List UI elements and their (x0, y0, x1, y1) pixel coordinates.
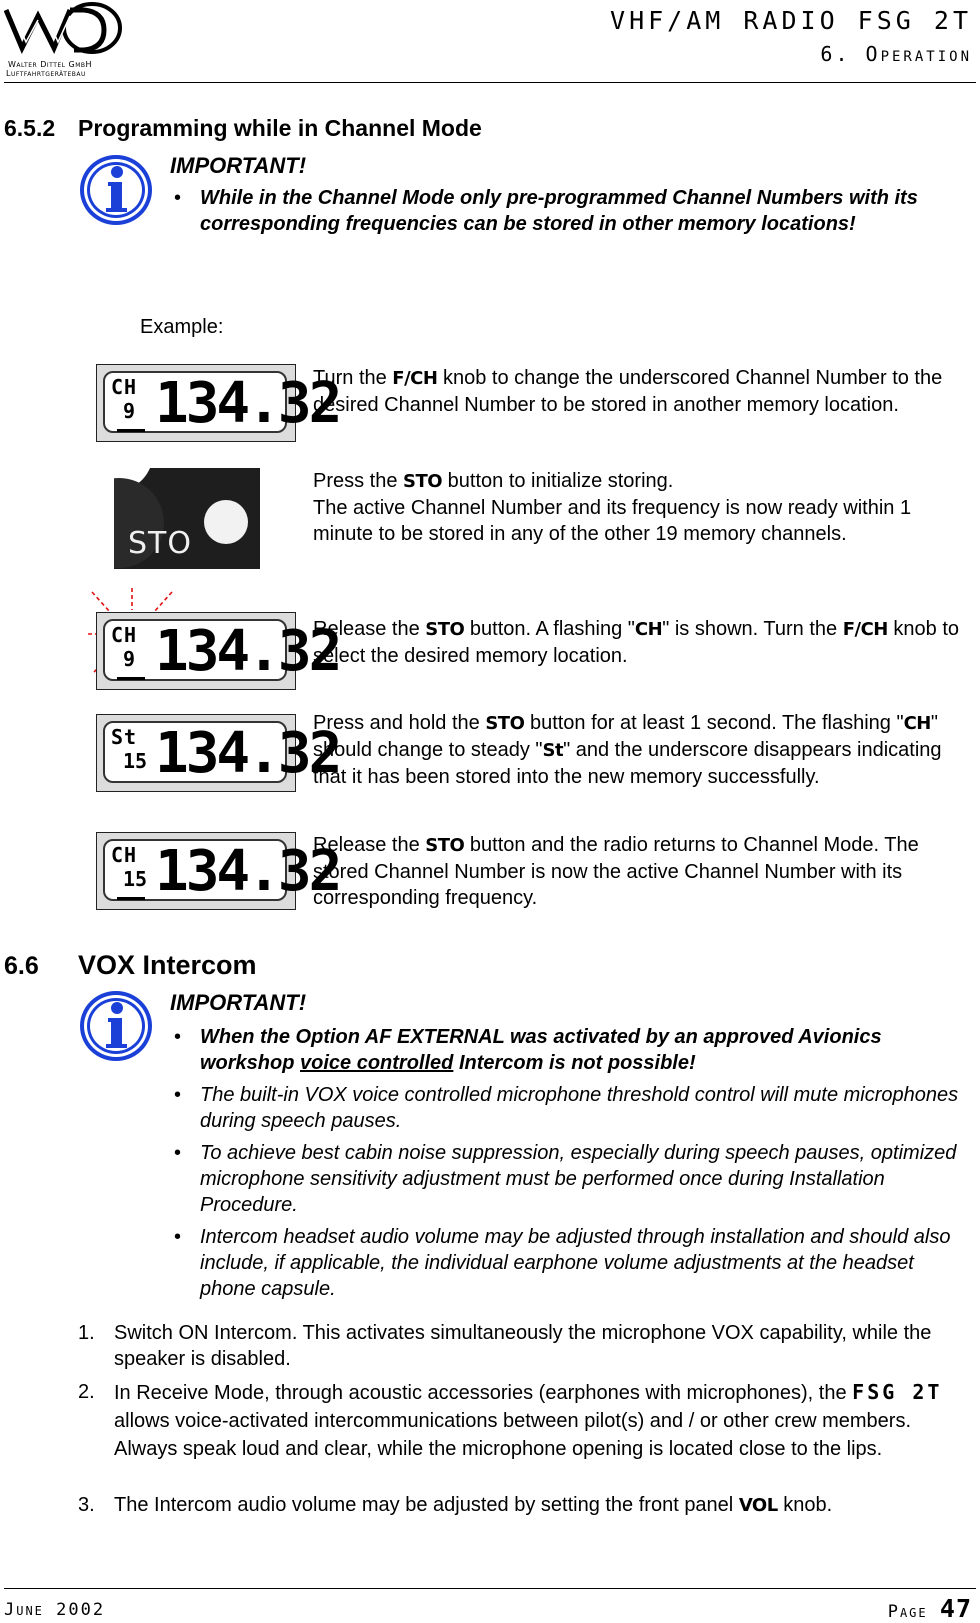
example-label: Example: (140, 316, 224, 338)
sto-button-photo (114, 468, 260, 569)
lcd-channel: 15 (123, 867, 148, 891)
important-bullet: • While in the Channel Mode only pre-programmed Channel Numbers with its corresponding frequencies can be stored in other memory locations! (174, 187, 918, 235)
step-text: Turn the F/CH knob to change the underscored Channel Number to the desired Channel Number to be stored in another memory location. (313, 367, 943, 416)
list-item: 3. The Intercom audio volume may be adjusted by setting the front panel VOL knob. (78, 1494, 833, 1516)
important-bullet: • When the Option AF EXTERNAL was activated by an approved Avionics workshop voice controlled Intercom is not possible! (174, 1026, 882, 1074)
list-item: 1. Switch ON Intercom. This activates simultaneously the microphone VOX capability, while the speaker is disabled. (78, 1322, 932, 1370)
footer-date: June 2002 (4, 1600, 106, 1620)
section-number: 6.6 (4, 952, 39, 980)
info-icon (78, 152, 154, 228)
section-title: Programming while in Channel Mode (78, 115, 482, 141)
bullet-dot: • (174, 1142, 182, 1164)
important-label: IMPORTANT! (170, 990, 307, 1015)
company-name: Walter Dittel GmbH (8, 60, 93, 69)
bullet-dot: • (174, 187, 182, 209)
lcd-display (96, 832, 340, 910)
lcd-frequency: 134.32 (155, 721, 340, 786)
bullet-dot: • (174, 1084, 182, 1106)
lcd-channel: 9 (123, 399, 136, 423)
note-bullet: • Intercom headset audio volume may be adjusted through installation and should also include, if applicable, the individual earphone volume adjustments at the headset phone capsule. (174, 1226, 951, 1300)
lcd-mode: CH (111, 623, 138, 647)
lcd-mode: CH (111, 375, 138, 399)
lcd-underscore (117, 897, 145, 900)
lcd-display (96, 612, 340, 690)
note-bullet: • To achieve best cabin noise suppression, especially during speech pauses, optimized microphone sensitivity adjustment must be performed once during Installation Procedure. (174, 1142, 957, 1216)
page-number: 47 (939, 1594, 972, 1623)
lcd-channel: 9 (123, 647, 136, 671)
lcd-display (96, 364, 340, 442)
section-title: VOX Intercom (78, 950, 257, 980)
page-label: Page (887, 1602, 928, 1622)
header-rule (4, 82, 976, 83)
step-text: Release the STO button and the radio returns to Channel Mode. The stored Channel Number is now the active Channel Number with its corresponding frequency. (313, 834, 919, 909)
lcd-display (96, 714, 340, 792)
step-text: Press and hold the STO button for at least 1 second. The flashing "CH" should change to steady "St" and the underscore disappears indicating that it has been stored into the new memory successfully. (313, 712, 942, 788)
sto-button-label: STO (128, 526, 192, 561)
lcd-mode: St (111, 725, 138, 749)
sto-button-icon (204, 500, 248, 544)
step-text: Release the STO button. A flashing "CH" is shown. Turn the F/CH knob to select the desired memory location. (313, 618, 960, 667)
lcd-frequency: 134.32 (155, 619, 340, 684)
step-text: Press the STO button to initialize storing. The active Channel Number and its frequency is now ready within 1 minute to be stored in any of the other 19 memory channels. (313, 470, 912, 545)
lcd-mode: CH (111, 843, 138, 867)
lcd-frequency: 134.32 (155, 839, 340, 904)
lcd-channel: 15 (123, 749, 148, 773)
footer-page (888, 1594, 972, 1623)
footer-rule (4, 1588, 976, 1589)
note-bullet: • The built-in VOX voice controlled microphone threshold control will mute microphones during speech pauses. (174, 1084, 959, 1132)
important-label: IMPORTANT! (170, 153, 307, 178)
lcd-underscore (117, 429, 145, 432)
lcd-underscore (117, 677, 145, 680)
document-title: VHF/AM RADIO FSG 2T (610, 6, 972, 35)
list-item: 2. In Receive Mode, through acoustic accessories (earphones with microphones), the FSG 2T allows voice-activated intercommunications between pilot(s) and / or other crew members. Always speak loud and clear, while the microphone opening is located close to the lips. (78, 1380, 943, 1460)
wd-logo-icon (4, 2, 124, 58)
bullet-dot: • (174, 1226, 182, 1248)
section-number: 6.5.2 (4, 115, 56, 141)
bullet-dot: • (174, 1026, 182, 1048)
company-logo (4, 2, 124, 76)
chapter-title: 6. Operation (820, 42, 972, 66)
company-subtitle: Luftfahrtgerätebau (6, 69, 86, 78)
info-icon (78, 988, 154, 1064)
lcd-frequency: 134.32 (155, 371, 340, 436)
